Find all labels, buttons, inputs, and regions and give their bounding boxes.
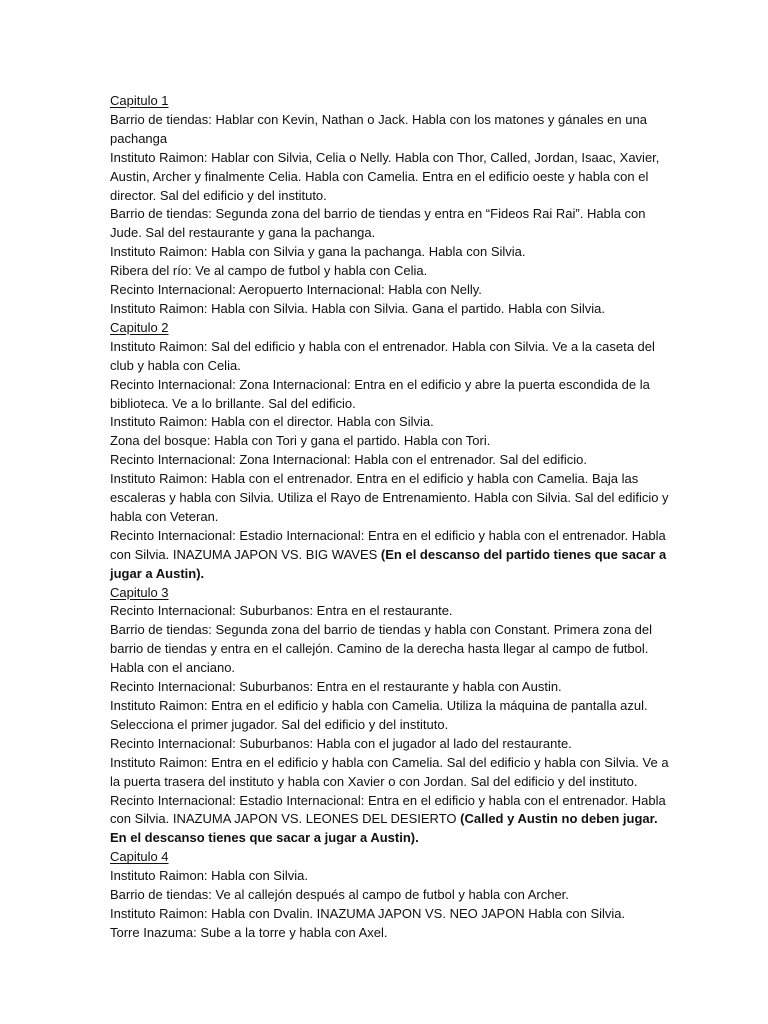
paragraph [110, 792, 670, 849]
paragraph [110, 205, 670, 243]
paragraph [110, 867, 670, 886]
paragraph-text: Recinto Internacional: Suburbanos: Entra en el restaurante. [110, 603, 453, 619]
paragraph-text: Recinto Internacional: Aeropuerto Internacional: Habla con Nelly. [110, 282, 482, 298]
chapter-heading: Capitulo 1 [110, 93, 169, 108]
paragraph [110, 281, 670, 300]
chapter-heading: Capitulo 4 [110, 849, 169, 865]
paragraph-text: Instituto Raimon: Entra en el edificio y habla con Camelia. Sal del edificio y habla con Silvia. Ve a la puerta trasera del instituto y habla con Xavier o con Jordan. Sal del edificio y del instituto. [110, 754, 669, 789]
paragraph-text: Barrio de tiendas: Segunda zona del barrio de tiendas y habla con Constant. Primera zona del barrio de tiendas y entra en el callejón. Camino de la derecha hasta llegar al campo de futbol. Habla con el anciano. [110, 622, 653, 676]
paragraph [110, 376, 670, 414]
paragraph-text: Recinto Internacional: Estadio Internacional: Entra en el edificio y habla con el entrenador. Habla con Silvia. INAZUMA JAPON VS. BIG WAVES [110, 527, 666, 562]
paragraph-text: Recinto Internacional: Suburbanos: Entra en el restaurante y habla con Austin. [110, 679, 562, 695]
paragraph-text: Instituto Raimon: Hablar con Silvia, Celia o Nelly. Habla con Thor, Called, Jordan, Isaac, Xavier, Austin, Archer y finalmente Celia. Habla con Camelia. Entra en el edificio oeste y habla con el director. Sal del edificio y del instituto. [110, 149, 660, 203]
paragraph [110, 621, 670, 678]
paragraph [110, 602, 670, 621]
paragraph [110, 338, 670, 376]
paragraph [110, 735, 670, 754]
paragraph [110, 697, 670, 735]
paragraph [110, 886, 670, 905]
paragraph-text: Recinto Internacional: Suburbanos: Habla con el jugador al lado del restaurante. [110, 735, 572, 751]
paragraph [110, 527, 670, 584]
paragraph-text: Barrio de tiendas: Ve al callejón después al campo de futbol y habla con Archer. [110, 887, 569, 903]
paragraph-text: Instituto Raimon: Habla con Silvia. [110, 868, 308, 884]
paragraph-text: Barrio de tiendas: Segunda zona del barrio de tiendas y entra en “Fideos Rai Rai”. Habla con Jude. Sal del restaurante y gana la pachanga. [110, 206, 646, 241]
paragraph-text: Instituto Raimon: Sal del edificio y habla con el entrenador. Habla con Silvia. Ve a la caseta del club y habla con Celia. [110, 338, 655, 373]
paragraph-text: Torre Inazuma: Sube a la torre y habla con Axel. [110, 924, 388, 940]
paragraph [110, 432, 670, 451]
paragraph-text: Instituto Raimon: Habla con el director. Habla con Silvia. [110, 414, 434, 430]
paragraph-text: Recinto Internacional: Estadio Internacional: Entra en el edificio y habla con el entrenador. Habla con Silvia. INAZUMA JAPON VS. LEONES DEL DESIERTO [110, 792, 666, 827]
paragraph [110, 905, 670, 924]
paragraph [110, 149, 670, 206]
paragraph [110, 678, 670, 697]
paragraph-bold-note: (Called y Austin no deben jugar. En el descanso tienes que sacar a jugar a Austin). [110, 811, 658, 846]
paragraph [110, 413, 670, 432]
paragraph-text: Recinto Internacional: Zona Internacional: Habla con el entrenador. Sal del edificio. [110, 452, 587, 468]
paragraph-text: Instituto Raimon: Habla con Silvia. Habla con Silvia. Gana el partido. Habla con Silvia. [110, 300, 605, 316]
paragraph-text: Instituto Raimon: Habla con Silvia y gana la pachanga. Habla con Silvia. [110, 244, 526, 260]
paragraph [110, 754, 670, 792]
paragraph [110, 111, 670, 149]
paragraph-text: Instituto Raimon: Habla con Dvalin. INAZUMA JAPON VS. NEO JAPON Habla con Silvia. [110, 905, 626, 921]
paragraph-text: Instituto Raimon: Entra en el edificio y habla con Camelia. Utiliza la máquina de pantalla azul. Selecciona el primer jugador. Sal del edificio y del instituto. [110, 698, 648, 732]
paragraph-bold-note: (En el descanso del partido tienes que sacar a jugar a Austin). [110, 546, 667, 581]
paragraph-text: Recinto Internacional: Zona Internacional: Entra en el edificio y abre la puerta escondida de la biblioteca. Ve a lo brillante. Sal del edificio. [110, 376, 650, 411]
paragraph [110, 451, 670, 470]
paragraph [110, 262, 670, 281]
paragraph-text: Ribera del río: Ve al campo de futbol y habla con Celia. [110, 263, 428, 279]
document-page [110, 92, 670, 943]
paragraph-text: Barrio de tiendas: Hablar con Kevin, Nathan o Jack. Habla con los matones y gánales en una pachanga [110, 111, 647, 146]
chapter-heading: Capitulo 2 [110, 319, 169, 335]
paragraph [110, 470, 670, 527]
paragraph-text: Zona del bosque: Habla con Tori y gana el partido. Habla con Tori. [110, 433, 491, 449]
chapter-heading: Capitulo 3 [110, 584, 169, 600]
paragraph [110, 924, 670, 943]
paragraph [110, 243, 670, 262]
paragraph-text: Instituto Raimon: Habla con el entrenador. Entra en el edificio y habla con Camelia. Baja las escaleras y habla con Silvia. Utiliza el Rayo de Entrenamiento. Habla con Silvia. Sal del edificio y habla con Veteran. [110, 471, 669, 524]
paragraph [110, 300, 670, 319]
